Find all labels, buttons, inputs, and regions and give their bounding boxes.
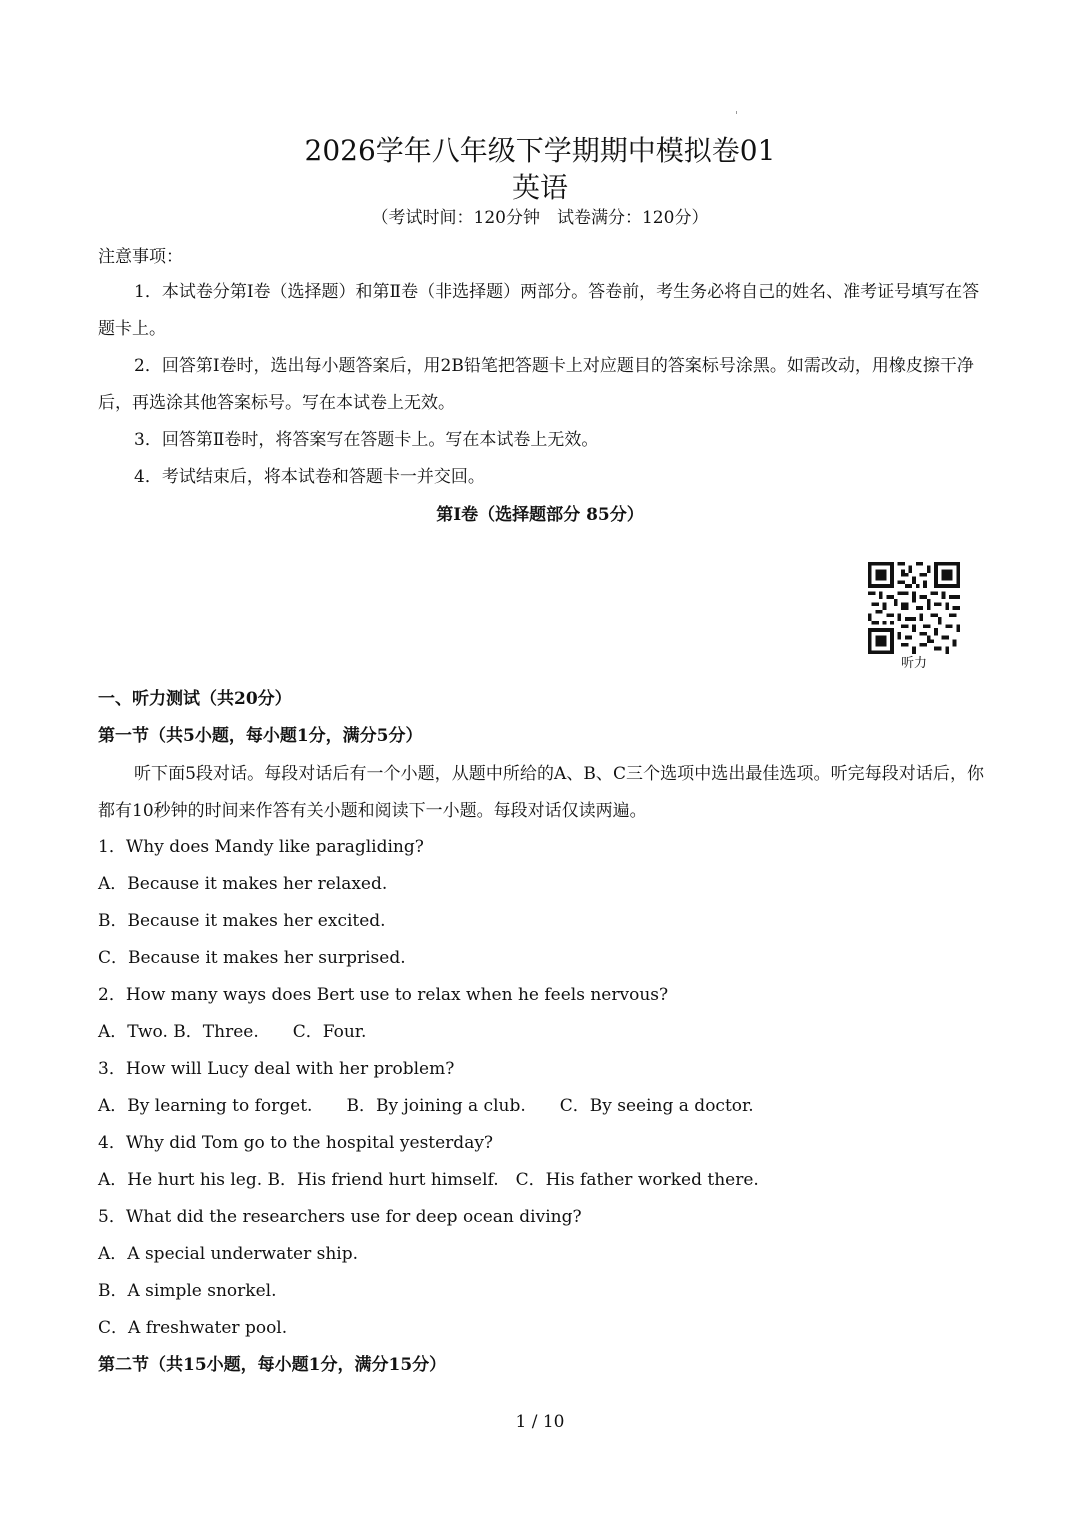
page-number: 1 / 10 xyxy=(515,1412,565,1432)
note-item-2: 2．回答第Ⅰ卷时，选出每小题答案后，用2B铅笔把答题卡上对应题目的答案标号涂黑。如需改动，用橡皮擦干净后，再选涂其他答案标号。写在本试卷上无效。 xyxy=(98,356,974,413)
notes-heading: 注意事项： xyxy=(98,247,183,267)
option-line: C．Because it makes her surprised. xyxy=(98,948,406,968)
question-1: 1．Why does Mandy like paragliding? xyxy=(98,837,424,857)
qr-code-icon[interactable] xyxy=(868,562,960,654)
section-listening-title: 一、听力测试（共20分） xyxy=(98,689,292,709)
option-line: A．Because it makes her relaxed. xyxy=(98,874,388,894)
question-2: 2．How many ways does Bert use to relax when he feels nervous? xyxy=(98,985,669,1005)
part1-instructions: 听下面5段对话。每段对话后有一个小题，从题中所给的A、B、C三个选项中选出最佳选项。听完每段对话后，你都有10秒钟的时间来作答有关小题和阅读下一小题。每段对话仅读两遍。 xyxy=(98,764,984,821)
option-line: C．A freshwater pool. xyxy=(98,1318,288,1338)
exam-info: （考试时间：120分钟 试卷满分：120分） xyxy=(371,208,709,228)
option-line: B．Because it makes her excited. xyxy=(98,911,386,931)
note-item-4: 4．考试结束后，将本试卷和答题卡一并交回。 xyxy=(134,467,485,487)
option-line: A．Two. B．Three. C．Four. xyxy=(98,1022,367,1042)
note-item-1: 1．本试卷分第Ⅰ卷（选择题）和第Ⅱ卷（非选择题）两部分。答卷前，考生务必将自己的姓名、准考证号填写在答题卡上。 xyxy=(98,282,980,339)
volume-title: 第I卷（选择题部分 85分） xyxy=(436,505,644,525)
part2-title: 第二节（共15小题，每小题1分，满分15分） xyxy=(98,1355,447,1375)
question-3: 3．How will Lucy deal with her problem? xyxy=(98,1059,455,1079)
subject-title: 英语 xyxy=(511,171,568,204)
question-5: 5．What did the researchers use for deep ocean diving? xyxy=(98,1207,582,1227)
qr-label: 听力 xyxy=(900,656,927,671)
note-item-3: 3．回答第Ⅱ卷时，将答案写在答题卡上。写在本试卷上无效。 xyxy=(134,430,599,450)
scan-mark xyxy=(736,111,737,114)
option-line: A．He hurt his leg. B．His friend hurt himself. C．His father worked there. xyxy=(98,1170,759,1190)
question-4: 4．Why did Tom go to the hospital yesterday? xyxy=(98,1133,494,1153)
option-line: A．By learning to forget. B．By joining a club. C．By seeing a doctor. xyxy=(98,1096,754,1116)
option-line: A．A special underwater ship. xyxy=(98,1244,359,1264)
exam-title: 2026学年八年级下学期期中模拟卷01 xyxy=(304,134,776,167)
option-line: B．A simple snorkel. xyxy=(98,1281,277,1301)
part1-title: 第一节（共5小题，每小题1分，满分5分） xyxy=(98,726,423,746)
